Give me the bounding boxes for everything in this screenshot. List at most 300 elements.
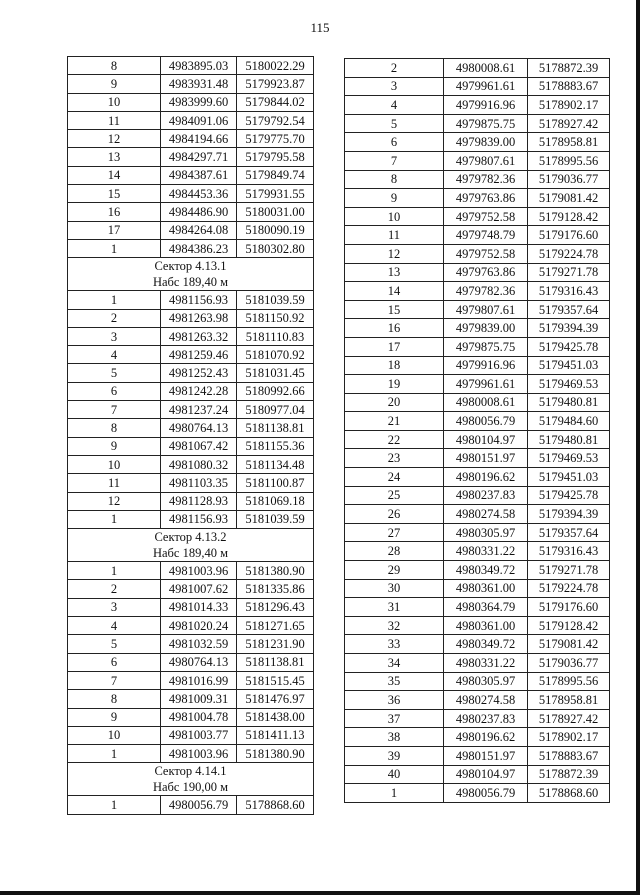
x-coordinate-cell: 4981128.93 [161, 492, 237, 510]
point-number-cell: 13 [68, 148, 161, 166]
point-number-cell: 14 [345, 282, 444, 301]
x-coordinate-cell: 4979763.86 [444, 189, 528, 208]
x-coordinate-cell: 4981103.35 [161, 474, 237, 492]
y-coordinate-cell: 5179394.39 [528, 319, 610, 338]
x-coordinate-cell: 4981003.96 [161, 562, 237, 580]
x-coordinate-cell: 4980361.00 [444, 579, 528, 598]
x-coordinate-cell: 4980056.79 [444, 412, 528, 431]
x-coordinate-cell: 4981004.78 [161, 708, 237, 726]
point-number-cell: 31 [345, 598, 444, 617]
point-number-cell: 14 [68, 166, 161, 184]
sector-header-row [68, 763, 314, 796]
sector-header-cell [68, 258, 314, 291]
y-coordinate-cell: 5180302.80 [237, 239, 314, 257]
point-number-cell: 25 [345, 486, 444, 505]
x-coordinate-cell: 4983895.03 [161, 57, 237, 75]
point-number-cell: 3 [68, 327, 161, 345]
right-coordinates-table [344, 58, 610, 803]
table-row [345, 784, 610, 803]
point-number-cell: 7 [345, 151, 444, 170]
y-coordinate-cell: 5179036.77 [528, 654, 610, 673]
x-coordinate-cell: 4980364.79 [444, 598, 528, 617]
table-row [345, 468, 610, 487]
y-coordinate-cell: 5178958.81 [528, 133, 610, 152]
table-row [345, 77, 610, 96]
point-number-cell: 9 [68, 437, 161, 455]
x-coordinate-cell: 4980331.22 [444, 542, 528, 561]
table-row [68, 796, 314, 814]
table-row [345, 579, 610, 598]
x-coordinate-cell: 4980237.83 [444, 486, 528, 505]
table-row [68, 690, 314, 708]
table-row [345, 746, 610, 765]
x-coordinate-cell: 4979916.96 [444, 356, 528, 375]
table-row [68, 203, 314, 221]
x-coordinate-cell: 4984091.06 [161, 111, 237, 129]
x-coordinate-cell: 4980305.97 [444, 523, 528, 542]
table-row [68, 492, 314, 510]
point-number-cell: 27 [345, 523, 444, 542]
point-number-cell: 7 [68, 401, 161, 419]
x-coordinate-cell: 4980196.62 [444, 728, 528, 747]
y-coordinate-cell: 5178872.39 [528, 765, 610, 784]
point-number-cell: 2 [68, 309, 161, 327]
y-coordinate-cell: 5179176.60 [528, 226, 610, 245]
x-coordinate-cell: 4979752.58 [444, 244, 528, 263]
point-number-cell: 1 [68, 562, 161, 580]
table-row [68, 57, 314, 75]
left-coordinates-table [67, 56, 314, 815]
point-number-cell: 2 [345, 59, 444, 78]
sector-header-cell [68, 763, 314, 796]
table-row [345, 133, 610, 152]
point-number-cell: 8 [68, 690, 161, 708]
sector-header-row [68, 258, 314, 291]
y-coordinate-cell: 5181134.48 [237, 455, 314, 473]
y-coordinate-cell: 5179316.43 [528, 542, 610, 561]
x-coordinate-cell: 4981156.93 [161, 291, 237, 309]
table-row [68, 130, 314, 148]
point-number-cell: 32 [345, 616, 444, 635]
point-number-cell: 29 [345, 561, 444, 580]
y-coordinate-cell: 5179849.74 [237, 166, 314, 184]
table-row [68, 617, 314, 635]
table-row [345, 505, 610, 524]
table-row [345, 654, 610, 673]
table-row [68, 598, 314, 616]
x-coordinate-cell: 4980349.72 [444, 635, 528, 654]
x-coordinate-cell: 4981252.43 [161, 364, 237, 382]
y-coordinate-cell: 5181110.83 [237, 327, 314, 345]
x-coordinate-cell: 4979961.61 [444, 77, 528, 96]
table-row [345, 96, 610, 115]
y-coordinate-cell: 5179923.87 [237, 75, 314, 93]
x-coordinate-cell: 4979839.00 [444, 133, 528, 152]
x-coordinate-cell: 4980104.97 [444, 765, 528, 784]
x-coordinate-cell: 4981020.24 [161, 617, 237, 635]
y-coordinate-cell: 5179271.78 [528, 263, 610, 282]
point-number-cell: 6 [68, 653, 161, 671]
y-coordinate-cell: 5179469.53 [528, 375, 610, 394]
table-row [345, 709, 610, 728]
table-row [68, 671, 314, 689]
x-coordinate-cell: 4980056.79 [161, 796, 237, 814]
x-coordinate-cell: 4980056.79 [444, 784, 528, 803]
point-number-cell: 1 [68, 239, 161, 257]
point-number-cell: 40 [345, 765, 444, 784]
point-number-cell: 35 [345, 672, 444, 691]
y-coordinate-cell: 5178868.60 [528, 784, 610, 803]
point-number-cell: 26 [345, 505, 444, 524]
x-coordinate-cell: 4979961.61 [444, 375, 528, 394]
table-row [68, 455, 314, 473]
y-coordinate-cell: 5178872.39 [528, 59, 610, 78]
table-row [68, 239, 314, 257]
y-coordinate-cell: 5179224.78 [528, 579, 610, 598]
x-coordinate-cell: 4979807.61 [444, 300, 528, 319]
point-number-cell: 15 [68, 185, 161, 203]
point-number-cell: 1 [68, 796, 161, 814]
table-row [345, 59, 610, 78]
point-number-cell: 5 [68, 364, 161, 382]
table-row [68, 75, 314, 93]
point-number-cell: 9 [345, 189, 444, 208]
x-coordinate-cell: 4979916.96 [444, 96, 528, 115]
table-row [345, 300, 610, 319]
table-row [68, 364, 314, 382]
y-coordinate-cell: 5178902.17 [528, 728, 610, 747]
y-coordinate-cell: 5179480.81 [528, 430, 610, 449]
point-number-cell: 12 [68, 130, 161, 148]
point-number-cell: 3 [345, 77, 444, 96]
table-row [68, 474, 314, 492]
x-coordinate-cell: 4979875.75 [444, 114, 528, 133]
point-number-cell: 4 [68, 617, 161, 635]
y-coordinate-cell: 5181380.90 [237, 745, 314, 763]
y-coordinate-cell: 5180977.04 [237, 401, 314, 419]
y-coordinate-cell: 5179036.77 [528, 170, 610, 189]
x-coordinate-cell: 4980274.58 [444, 691, 528, 710]
y-coordinate-cell: 5179451.03 [528, 468, 610, 487]
table-row [345, 170, 610, 189]
x-coordinate-cell: 4981009.31 [161, 690, 237, 708]
point-number-cell: 17 [345, 337, 444, 356]
point-number-cell: 2 [68, 580, 161, 598]
table-row [68, 327, 314, 345]
page-number: 115 [310, 20, 330, 35]
y-coordinate-cell: 5181476.97 [237, 690, 314, 708]
y-coordinate-cell: 5179357.64 [528, 523, 610, 542]
y-coordinate-cell: 5181411.13 [237, 726, 314, 744]
table-row [345, 561, 610, 580]
point-number-cell: 11 [345, 226, 444, 245]
point-number-cell: 8 [345, 170, 444, 189]
y-coordinate-cell: 5181231.90 [237, 635, 314, 653]
y-coordinate-cell: 5181335.86 [237, 580, 314, 598]
y-coordinate-cell: 5179357.64 [528, 300, 610, 319]
table-row [68, 653, 314, 671]
table-row [68, 111, 314, 129]
point-number-cell: 4 [68, 346, 161, 364]
y-coordinate-cell: 5181296.43 [237, 598, 314, 616]
y-coordinate-cell: 5181155.36 [237, 437, 314, 455]
y-coordinate-cell: 5179425.78 [528, 337, 610, 356]
x-coordinate-cell: 4979807.61 [444, 151, 528, 170]
y-coordinate-cell: 5179394.39 [528, 505, 610, 524]
table-row [345, 226, 610, 245]
y-coordinate-cell: 5179176.60 [528, 598, 610, 617]
x-coordinate-cell: 4984387.61 [161, 166, 237, 184]
point-number-cell: 7 [68, 671, 161, 689]
x-coordinate-cell: 4980764.13 [161, 419, 237, 437]
point-number-cell: 10 [68, 455, 161, 473]
table-row [68, 635, 314, 653]
x-coordinate-cell: 4980151.97 [444, 746, 528, 765]
table-row [68, 401, 314, 419]
sector-elevation: Набс 189,40 м [152, 546, 229, 561]
table-row [68, 185, 314, 203]
table-row [345, 542, 610, 561]
point-number-cell: 10 [68, 93, 161, 111]
x-coordinate-cell: 4980274.58 [444, 505, 528, 524]
x-coordinate-cell: 4979875.75 [444, 337, 528, 356]
point-number-cell: 11 [68, 474, 161, 492]
point-number-cell: 9 [68, 75, 161, 93]
table-row [345, 244, 610, 263]
x-coordinate-cell: 4981032.59 [161, 635, 237, 653]
x-coordinate-cell: 4980008.61 [444, 393, 528, 412]
table-row [68, 419, 314, 437]
y-coordinate-cell: 5180031.00 [237, 203, 314, 221]
point-number-cell: 16 [68, 203, 161, 221]
x-coordinate-cell: 4980196.62 [444, 468, 528, 487]
y-coordinate-cell: 5181138.81 [237, 419, 314, 437]
y-coordinate-cell: 5181138.81 [237, 653, 314, 671]
point-number-cell: 12 [345, 244, 444, 263]
point-number-cell: 10 [68, 726, 161, 744]
x-coordinate-cell: 4984194.66 [161, 130, 237, 148]
y-coordinate-cell: 5179795.58 [237, 148, 314, 166]
y-coordinate-cell: 5179931.55 [237, 185, 314, 203]
table-row [68, 562, 314, 580]
point-number-cell: 30 [345, 579, 444, 598]
x-coordinate-cell: 4981263.32 [161, 327, 237, 345]
sector-elevation: Набс 190,00 м [152, 780, 229, 795]
x-coordinate-cell: 4981003.96 [161, 745, 237, 763]
point-number-cell: 22 [345, 430, 444, 449]
point-number-cell: 8 [68, 57, 161, 75]
point-number-cell: 19 [345, 375, 444, 394]
y-coordinate-cell: 5181100.87 [237, 474, 314, 492]
point-number-cell: 6 [345, 133, 444, 152]
point-number-cell: 1 [345, 784, 444, 803]
y-coordinate-cell: 5178902.17 [528, 96, 610, 115]
y-coordinate-cell: 5179316.43 [528, 282, 610, 301]
x-coordinate-cell: 4981263.98 [161, 309, 237, 327]
point-number-cell: 20 [345, 393, 444, 412]
y-coordinate-cell: 5179081.42 [528, 189, 610, 208]
y-coordinate-cell: 5181515.45 [237, 671, 314, 689]
x-coordinate-cell: 4981080.32 [161, 455, 237, 473]
point-number-cell: 24 [345, 468, 444, 487]
y-coordinate-cell: 5179792.54 [237, 111, 314, 129]
table-row [345, 598, 610, 617]
y-coordinate-cell: 5179484.60 [528, 412, 610, 431]
y-coordinate-cell: 5179271.78 [528, 561, 610, 580]
sector-elevation: Набс 189,40 м [152, 275, 229, 290]
table-row [345, 189, 610, 208]
y-coordinate-cell: 5179451.03 [528, 356, 610, 375]
y-coordinate-cell: 5181070.92 [237, 346, 314, 364]
y-coordinate-cell: 5181039.59 [237, 510, 314, 528]
x-coordinate-cell: 4979782.36 [444, 170, 528, 189]
table-row [345, 114, 610, 133]
point-number-cell: 1 [68, 291, 161, 309]
x-coordinate-cell: 4984386.23 [161, 239, 237, 257]
point-number-cell: 33 [345, 635, 444, 654]
x-coordinate-cell: 4984453.36 [161, 185, 237, 203]
y-coordinate-cell: 5178995.56 [528, 672, 610, 691]
x-coordinate-cell: 4980361.00 [444, 616, 528, 635]
y-coordinate-cell: 5181271.65 [237, 617, 314, 635]
x-coordinate-cell: 4980331.22 [444, 654, 528, 673]
x-coordinate-cell: 4984264.08 [161, 221, 237, 239]
point-number-cell: 8 [68, 419, 161, 437]
y-coordinate-cell: 5180022.29 [237, 57, 314, 75]
point-number-cell: 16 [345, 319, 444, 338]
table-row [68, 382, 314, 400]
sector-header-cell [68, 529, 314, 562]
table-row [68, 148, 314, 166]
table-row [68, 708, 314, 726]
point-number-cell: 18 [345, 356, 444, 375]
y-coordinate-cell: 5178868.60 [237, 796, 314, 814]
table-row [345, 691, 610, 710]
table-row [68, 726, 314, 744]
x-coordinate-cell: 4981007.62 [161, 580, 237, 598]
x-coordinate-cell: 4981242.28 [161, 382, 237, 400]
x-coordinate-cell: 4981003.77 [161, 726, 237, 744]
table-row [345, 616, 610, 635]
point-number-cell: 23 [345, 449, 444, 468]
point-number-cell: 34 [345, 654, 444, 673]
point-number-cell: 1 [68, 745, 161, 763]
y-coordinate-cell: 5178927.42 [528, 709, 610, 728]
table-row [345, 263, 610, 282]
y-coordinate-cell: 5180992.66 [237, 382, 314, 400]
y-coordinate-cell: 5179844.02 [237, 93, 314, 111]
x-coordinate-cell: 4979748.79 [444, 226, 528, 245]
y-coordinate-cell: 5178995.56 [528, 151, 610, 170]
table-row [68, 510, 314, 528]
point-number-cell: 3 [68, 598, 161, 616]
point-number-cell: 36 [345, 691, 444, 710]
y-coordinate-cell: 5180090.19 [237, 221, 314, 239]
x-coordinate-cell: 4984486.90 [161, 203, 237, 221]
point-number-cell: 15 [345, 300, 444, 319]
x-coordinate-cell: 4980305.97 [444, 672, 528, 691]
point-number-cell: 5 [68, 635, 161, 653]
y-coordinate-cell: 5181380.90 [237, 562, 314, 580]
table-row [68, 437, 314, 455]
point-number-cell: 5 [345, 114, 444, 133]
point-number-cell: 17 [68, 221, 161, 239]
x-coordinate-cell: 4981014.33 [161, 598, 237, 616]
x-coordinate-cell: 4981259.46 [161, 346, 237, 364]
table-row [345, 523, 610, 542]
x-coordinate-cell: 4983931.48 [161, 75, 237, 93]
x-coordinate-cell: 4979752.58 [444, 207, 528, 226]
point-number-cell: 11 [68, 111, 161, 129]
point-number-cell: 12 [68, 492, 161, 510]
table-row [345, 412, 610, 431]
x-coordinate-cell: 4979839.00 [444, 319, 528, 338]
table-row [345, 319, 610, 338]
table-row [68, 745, 314, 763]
x-coordinate-cell: 4980764.13 [161, 653, 237, 671]
table-row [68, 346, 314, 364]
x-coordinate-cell: 4981067.42 [161, 437, 237, 455]
point-number-cell: 1 [68, 510, 161, 528]
point-number-cell: 13 [345, 263, 444, 282]
x-coordinate-cell: 4981156.93 [161, 510, 237, 528]
table-row [345, 635, 610, 654]
y-coordinate-cell: 5181069.18 [237, 492, 314, 510]
x-coordinate-cell: 4980151.97 [444, 449, 528, 468]
table-row [68, 221, 314, 239]
point-number-cell: 6 [68, 382, 161, 400]
table-row [345, 375, 610, 394]
x-coordinate-cell: 4983999.60 [161, 93, 237, 111]
y-coordinate-cell: 5181031.45 [237, 364, 314, 382]
table-row [345, 393, 610, 412]
table-row [345, 337, 610, 356]
y-coordinate-cell: 5178958.81 [528, 691, 610, 710]
x-coordinate-cell: 4979782.36 [444, 282, 528, 301]
y-coordinate-cell: 5179480.81 [528, 393, 610, 412]
y-coordinate-cell: 5178883.67 [528, 77, 610, 96]
table-row [345, 672, 610, 691]
y-coordinate-cell: 5178927.42 [528, 114, 610, 133]
sector-title: Сектор 4.14.1 [154, 764, 227, 779]
table-row [345, 356, 610, 375]
point-number-cell: 38 [345, 728, 444, 747]
y-coordinate-cell: 5179224.78 [528, 244, 610, 263]
point-number-cell: 28 [345, 542, 444, 561]
y-coordinate-cell: 5178883.67 [528, 746, 610, 765]
x-coordinate-cell: 4980104.97 [444, 430, 528, 449]
y-coordinate-cell: 5181438.00 [237, 708, 314, 726]
x-coordinate-cell: 4981016.99 [161, 671, 237, 689]
y-coordinate-cell: 5179775.70 [237, 130, 314, 148]
x-coordinate-cell: 4980349.72 [444, 561, 528, 580]
y-coordinate-cell: 5181039.59 [237, 291, 314, 309]
x-coordinate-cell: 4980008.61 [444, 59, 528, 78]
point-number-cell: 21 [345, 412, 444, 431]
y-coordinate-cell: 5179081.42 [528, 635, 610, 654]
point-number-cell: 37 [345, 709, 444, 728]
table-row [345, 486, 610, 505]
point-number-cell: 9 [68, 708, 161, 726]
y-coordinate-cell: 5181150.92 [237, 309, 314, 327]
table-row [345, 728, 610, 747]
table-row [345, 765, 610, 784]
table-row [68, 291, 314, 309]
x-coordinate-cell: 4984297.71 [161, 148, 237, 166]
table-row [345, 430, 610, 449]
y-coordinate-cell: 5179128.42 [528, 616, 610, 635]
x-coordinate-cell: 4981237.24 [161, 401, 237, 419]
